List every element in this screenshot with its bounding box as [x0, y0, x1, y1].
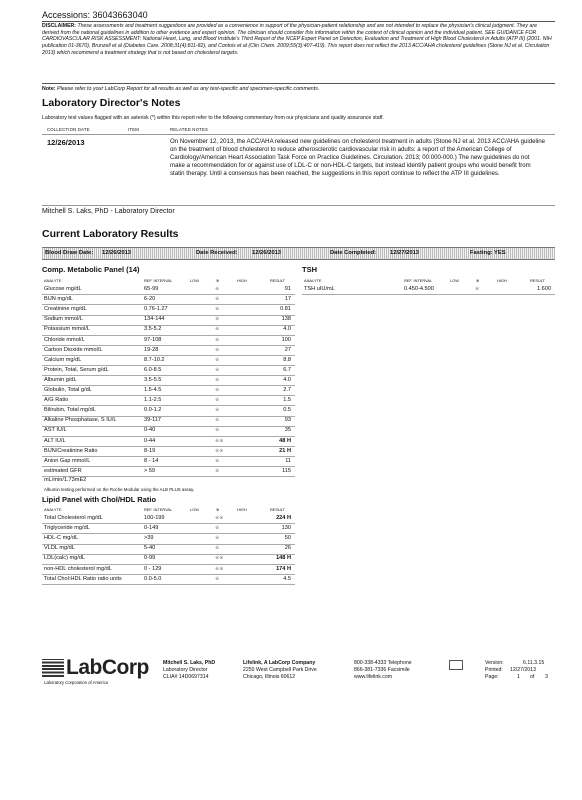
ref-interval-cell: 8-19 — [144, 447, 156, 454]
footer-meta — [485, 660, 555, 681]
hdr-result: RESULT — [270, 507, 286, 512]
hdr-result: RESULT — [530, 278, 546, 283]
ref-interval-cell: 6-20 — [144, 296, 156, 303]
blood-draw-date: 12/26/2013 — [102, 249, 132, 256]
analyte-cell: Chloride mmol/L — [44, 336, 85, 343]
table-row — [302, 285, 555, 295]
hdr-mid: ※ — [476, 278, 480, 283]
table-row — [42, 386, 295, 396]
ref-interval-cell: 0 - 129 — [144, 565, 162, 572]
completed-date: 12/27/2013 — [390, 249, 420, 256]
ref-interval-cell: 19-28 — [144, 346, 159, 353]
ref-interval-cell: 0.450-4.500 — [404, 286, 434, 292]
completed-label: Date Completed: — [330, 249, 377, 256]
flag-indicator-cell: ※ — [215, 306, 220, 313]
flag-indicator-cell: ※ — [215, 376, 220, 383]
disclaimer — [42, 23, 552, 57]
divider — [42, 21, 555, 22]
director-notes-title: Laboratory Director's Notes — [42, 97, 181, 109]
flag-indicator-cell: ※ — [215, 427, 220, 434]
result-cell: 4.0 — [283, 326, 291, 333]
cmp-title: Comp. Metabolic Panel (14) — [42, 265, 140, 274]
ref-interval-cell: 0-40 — [144, 427, 156, 434]
lipid-header — [42, 507, 295, 513]
logo-stripes-icon — [42, 659, 64, 677]
received-label: Date Received: — [196, 249, 238, 256]
flag-indicator-cell: ※ — [475, 286, 480, 292]
result-cell: 48 H — [279, 437, 291, 444]
col-collection-date: COLLECTION DATE — [47, 127, 90, 132]
printed-value: 12/27/2013 — [510, 667, 536, 673]
result-cell: 26 — [284, 545, 291, 552]
result-cell: 174 H — [276, 565, 291, 572]
analyte-cell: BUN/Creatinine Ratio — [44, 447, 98, 454]
analyte-cell: Creatinine mg/dL — [44, 306, 87, 313]
disclaimer-text: These assessments and treatment suggestions are provided as a convenience in support of the physician-patient relationship and are not intended to replace the physician's clinical judgment. They are derived from the national guidelines in addition to other evidence and expert opinion. The clinician should consider this information within the context of clinical opinion and the individual patient. SEE GUIDANCE FOR CARDIOVASCULAR RISK ASSESSMENT: National Heart, Lung, and Blood Institute's Third Report of the NCEP Expert Panel on Detection, Evaluation and Treatment of High Blood Cholesterol in Adults (ATP III) (2001. NIH publication 01-3670), Brunzell et al (Diabetes Care. 2008;31(4):811-82), and Contois et al (Clin Chem. 2009;55(3):407-419). This report does not reflect the 2013 ACC/AHA cholesterol guidelines (Stone NJ et al. Circulation 2013) which recommend a treatment strategy that is not based on cholesterol targets. — [42, 23, 552, 56]
footer-address2: Chicago, Illinois 60612 — [243, 674, 296, 680]
result-cell: 148 H — [276, 555, 291, 562]
received-date: 12/26/2013 — [252, 249, 282, 256]
hdr-mid: ※ — [216, 507, 220, 512]
flag-indicator-cell: ※ — [215, 575, 220, 582]
labcorp-logo — [42, 656, 149, 685]
analyte-cell: Triglyceride mg/dL — [44, 525, 90, 532]
divider — [42, 83, 555, 84]
ref-interval-cell: > 59 — [144, 467, 156, 474]
analyte-cell: Glucose mg/dL — [44, 286, 82, 292]
ref-interval-cell: 0-99 — [144, 555, 156, 562]
analyte-cell: ALT IU/L — [44, 437, 66, 444]
ref-interval-cell: 0-44 — [144, 437, 156, 444]
analyte-cell: Anion Gap mmol/L — [44, 457, 91, 464]
flag-indicator-cell: ※ — [215, 457, 220, 464]
page-total: 3 — [545, 674, 548, 680]
logo-subtitle: Laboratory Corporation of America — [44, 680, 109, 685]
footer-director — [163, 660, 215, 681]
flag-indicator-cell: ※※ — [215, 447, 224, 454]
table-row — [42, 447, 295, 457]
analyte-cell: VLDL mg/dL — [44, 545, 75, 552]
result-cell: 2.7 — [283, 387, 291, 393]
gfr-unit: mL/min/1.73mE2 — [44, 477, 87, 483]
tsh-title: TSH — [302, 265, 317, 274]
table-row — [42, 305, 295, 315]
col-item: ITEM — [128, 127, 140, 132]
lipid-title: Lipid Panel with Chol/HDL Ratio — [42, 495, 157, 504]
ref-interval-cell: 0.0-5.0 — [144, 575, 162, 582]
analyte-cell: Total Chol:HDL Ratio ratio units — [44, 575, 122, 582]
note-text: Please refer to your LabCorp Report for all results as well as any test-specific and specimen-specific comments. — [57, 86, 320, 92]
analyte-cell: BUN mg/dL — [44, 296, 73, 303]
result-cell: 1.5 — [283, 397, 291, 404]
date-bar — [42, 247, 555, 260]
hdr-ref: REF. INTERVAL — [144, 507, 173, 512]
table-row — [42, 554, 295, 564]
result-cell: 50 — [284, 535, 291, 542]
analyte-cell: non-HDL cholesterol mg/dL — [44, 565, 112, 572]
flag-indicator-cell: ※※ — [215, 437, 224, 444]
hdr-high: HIGH — [237, 507, 247, 512]
hdr-analyte: ANALYTE — [44, 278, 62, 283]
page-label: Page: — [485, 674, 499, 680]
director-signature: Mitchell S. Laks, PhD - Laboratory Director — [42, 208, 175, 215]
page-of: of — [530, 674, 535, 680]
flag-indicator-cell: ※ — [215, 407, 220, 414]
analyte-cell: Protein, Total, Serum g/dL — [44, 366, 109, 373]
hdr-analyte: ANALYTE — [304, 278, 322, 283]
hdr-mid: ※ — [216, 278, 220, 283]
flag-indicator-cell: ※ — [215, 535, 220, 542]
analyte-cell: Calcium mg/dL — [44, 356, 82, 363]
flag-indicator-cell: ※ — [215, 346, 220, 353]
analyte-cell: AST IU/L — [44, 427, 67, 434]
table-row — [42, 336, 295, 346]
divider — [42, 134, 555, 135]
ref-interval-cell: >39 — [144, 535, 154, 542]
ref-interval-cell: 8.7-10.2 — [144, 356, 165, 363]
logo-wordmark: LabCorp — [66, 656, 149, 679]
table-row — [42, 437, 295, 447]
table-row — [42, 524, 295, 534]
flag-indicator-cell: ※ — [215, 525, 220, 532]
result-cell: 1.600 — [537, 286, 551, 292]
result-cell: 17 — [284, 296, 291, 303]
note — [42, 86, 552, 92]
table-row — [42, 467, 295, 477]
table-row — [42, 457, 295, 467]
table-row — [42, 376, 295, 386]
ref-interval-cell: 134-144 — [144, 316, 165, 323]
analyte-cell: Potassium mmol/L — [44, 326, 91, 333]
footer-director-name: Mitchell S. Laks, PhD — [163, 660, 216, 666]
result-cell: 27 — [284, 346, 291, 353]
cmp-header — [42, 278, 295, 284]
fasting: Fasting: YES — [470, 249, 506, 256]
table-row — [42, 426, 295, 436]
result-cell: 11 — [285, 457, 291, 464]
ref-interval-cell: 6.0-8.5 — [144, 366, 162, 373]
table-row — [42, 315, 295, 325]
note-text-body: On November 12, 2013, the ACC/AHA released new guidelines on cholesterol treatment in adults (Stone NJ et al. 2013 ACC/AHA guideline on the treatment of blood cholesterol to reduce atherosclerotic cardiovascular risk in adults: a report of the American College of Cardiology/American Heart Association Task Force on Practice Guidelines. Circulation. 2013; 00:000-000.) The new guidelines do not make a recommendation for or against use of LDL-C or non-HDL-C targets, but instead identify patient groups who would benefit from statin therapy. Until a consensus has been reached, the suggestions in this report continue to reflect the ATP III guidelines. — [170, 138, 545, 177]
analyte-cell: Globulin, Total g/dL — [44, 387, 92, 393]
footer-phone: 800-338-4333 Telephone — [354, 660, 412, 666]
analyte-cell: Bilirubin, Total mg/dL — [44, 407, 96, 414]
ref-interval-cell: 100-199 — [144, 515, 165, 521]
result-cell: 8.8 — [283, 356, 291, 363]
ref-interval-cell: 39-117 — [144, 417, 162, 424]
analyte-cell: LDL(calc) mg/dL — [44, 555, 86, 562]
flag-indicator-cell: ※ — [215, 286, 220, 292]
footer-company — [243, 660, 317, 681]
fax-machine-icon — [449, 660, 463, 670]
result-cell: 0.81 — [280, 306, 291, 313]
version-label: Version: — [485, 660, 504, 666]
result-cell: 138 — [281, 316, 291, 323]
result-cell: 224 H — [276, 515, 291, 521]
hdr-analyte: ANALYTE — [44, 507, 62, 512]
analyte-cell: Carbon Dioxide mmol/L — [44, 346, 103, 353]
hdr-high: HIGH — [237, 278, 247, 283]
table-row — [42, 285, 295, 295]
result-cell: 100 — [281, 336, 291, 343]
ref-interval-cell: 65-99 — [144, 286, 159, 292]
ref-interval-cell: 97-108 — [144, 336, 162, 343]
analyte-cell: A/G Ratio — [44, 397, 69, 404]
result-cell: 21 H — [279, 447, 291, 454]
printed-label: Printed: — [485, 667, 503, 673]
result-cell: 91 — [284, 286, 291, 292]
ref-interval-cell: 0.0-1.2 — [144, 407, 162, 414]
disclaimer-label: DISCLAIMER: — [42, 23, 77, 29]
page-number: 1 — [517, 674, 520, 680]
analyte-cell: Sodium mmol/L — [44, 316, 83, 323]
footer-web: www.lifelink.com — [354, 674, 393, 680]
table-row — [42, 514, 295, 524]
table-row — [42, 575, 295, 585]
footer-director-role: Laboratory Director — [163, 667, 208, 673]
flag-indicator-cell: ※ — [215, 336, 220, 343]
footer-company-name: Lifelink, A LabCorp Company — [243, 660, 316, 666]
table-row — [42, 325, 295, 335]
hdr-high: HIGH — [497, 278, 507, 283]
flag-indicator-cell: ※ — [215, 467, 220, 474]
analyte-cell: Albumin g/dL — [44, 376, 77, 383]
hdr-ref: REF. INTERVAL — [404, 278, 433, 283]
col-related-notes: RELATED NOTES — [170, 127, 209, 132]
flag-indicator-cell: ※ — [215, 316, 220, 323]
analyte-cell: Total Cholesterol mg/dL — [44, 515, 103, 521]
footer-clia: CLIA# 14D0697314 — [163, 674, 209, 680]
accession-number: Accessions: 36043663040 — [42, 10, 148, 20]
flag-indicator-cell: ※※ — [215, 565, 224, 572]
ref-interval-cell: 1.5-4.5 — [144, 387, 162, 393]
cmp-footnote: Albumin testing performed on the Roche Modular using the ALB PLUS assay. — [44, 487, 195, 492]
flag-indicator-cell: ※ — [215, 296, 220, 303]
hdr-low: LOW — [450, 278, 459, 283]
flag-indicator-cell: ※ — [215, 356, 220, 363]
analyte-cell: TSH uIU/mL — [304, 286, 335, 292]
flag-indicator-cell: ※ — [215, 397, 220, 404]
flag-indicator-cell: ※ — [215, 417, 220, 424]
table-row — [42, 295, 295, 305]
ref-interval-cell: 0.76-1.27 — [144, 306, 168, 313]
result-cell: 93 — [284, 417, 291, 424]
result-cell: 115 — [282, 467, 291, 474]
table-row — [42, 396, 295, 406]
ref-interval-cell: 5-40 — [144, 545, 156, 552]
ref-interval-cell: 3.5-5.5 — [144, 376, 162, 383]
ref-interval-cell: 1.1-2.5 — [144, 397, 162, 404]
flag-indicator-cell: ※ — [215, 545, 220, 552]
table-row — [42, 346, 295, 356]
hdr-result: RESULT — [270, 278, 286, 283]
table-row — [42, 356, 295, 366]
flag-indicator-cell: ※ — [215, 387, 220, 393]
director-notes-intro: Laboratory test values flagged with an asterisk (*) within this report refer to the following commentary from our physicians and quality assurance staff. — [42, 115, 384, 121]
ref-interval-cell: 3.5-5.2 — [144, 326, 162, 333]
divider — [42, 205, 555, 206]
flag-indicator-cell: ※ — [215, 326, 220, 333]
analyte-cell: estimated GFR — [44, 467, 82, 474]
note-date: 12/26/2013 — [47, 138, 85, 147]
result-cell: 130 — [281, 525, 291, 532]
analyte-cell: HDL-C mg/dL — [44, 535, 79, 542]
result-cell: 6.7 — [283, 366, 291, 373]
note-label: Note: — [42, 86, 56, 92]
analyte-cell: Alkaline Phosphatase, S IU/L — [44, 417, 117, 424]
result-cell: 35 — [284, 427, 291, 434]
footer-fax: 866-381-7336 Facsimile — [354, 667, 410, 673]
ref-interval-cell: 0-149 — [144, 525, 159, 532]
table-row — [42, 406, 295, 416]
result-cell: 4.5 — [283, 575, 291, 582]
table-row — [42, 416, 295, 426]
result-cell: 0.5 — [283, 407, 291, 414]
flag-indicator-cell: ※ — [215, 366, 220, 373]
hdr-low: LOW — [190, 507, 199, 512]
footer-address1: 2250 West Campbell Park Drive — [243, 667, 317, 673]
results-title: Current Laboratory Results — [42, 228, 179, 240]
table-row — [42, 544, 295, 554]
version-value: 6.11.3.15 — [523, 660, 545, 666]
table-row — [42, 534, 295, 544]
blood-draw-label: Blood Draw Date: — [45, 249, 94, 256]
hdr-low: LOW — [190, 278, 199, 283]
flag-indicator-cell: ※※ — [215, 555, 224, 562]
table-row — [42, 366, 295, 376]
table-row — [42, 565, 295, 575]
tsh-header — [302, 278, 555, 284]
footer-contact — [354, 660, 412, 681]
flag-indicator-cell: ※※ — [215, 515, 224, 521]
result-cell: 4.0 — [283, 376, 291, 383]
hdr-ref: REF. INTERVAL — [144, 278, 173, 283]
ref-interval-cell: 8 - 14 — [144, 457, 159, 464]
